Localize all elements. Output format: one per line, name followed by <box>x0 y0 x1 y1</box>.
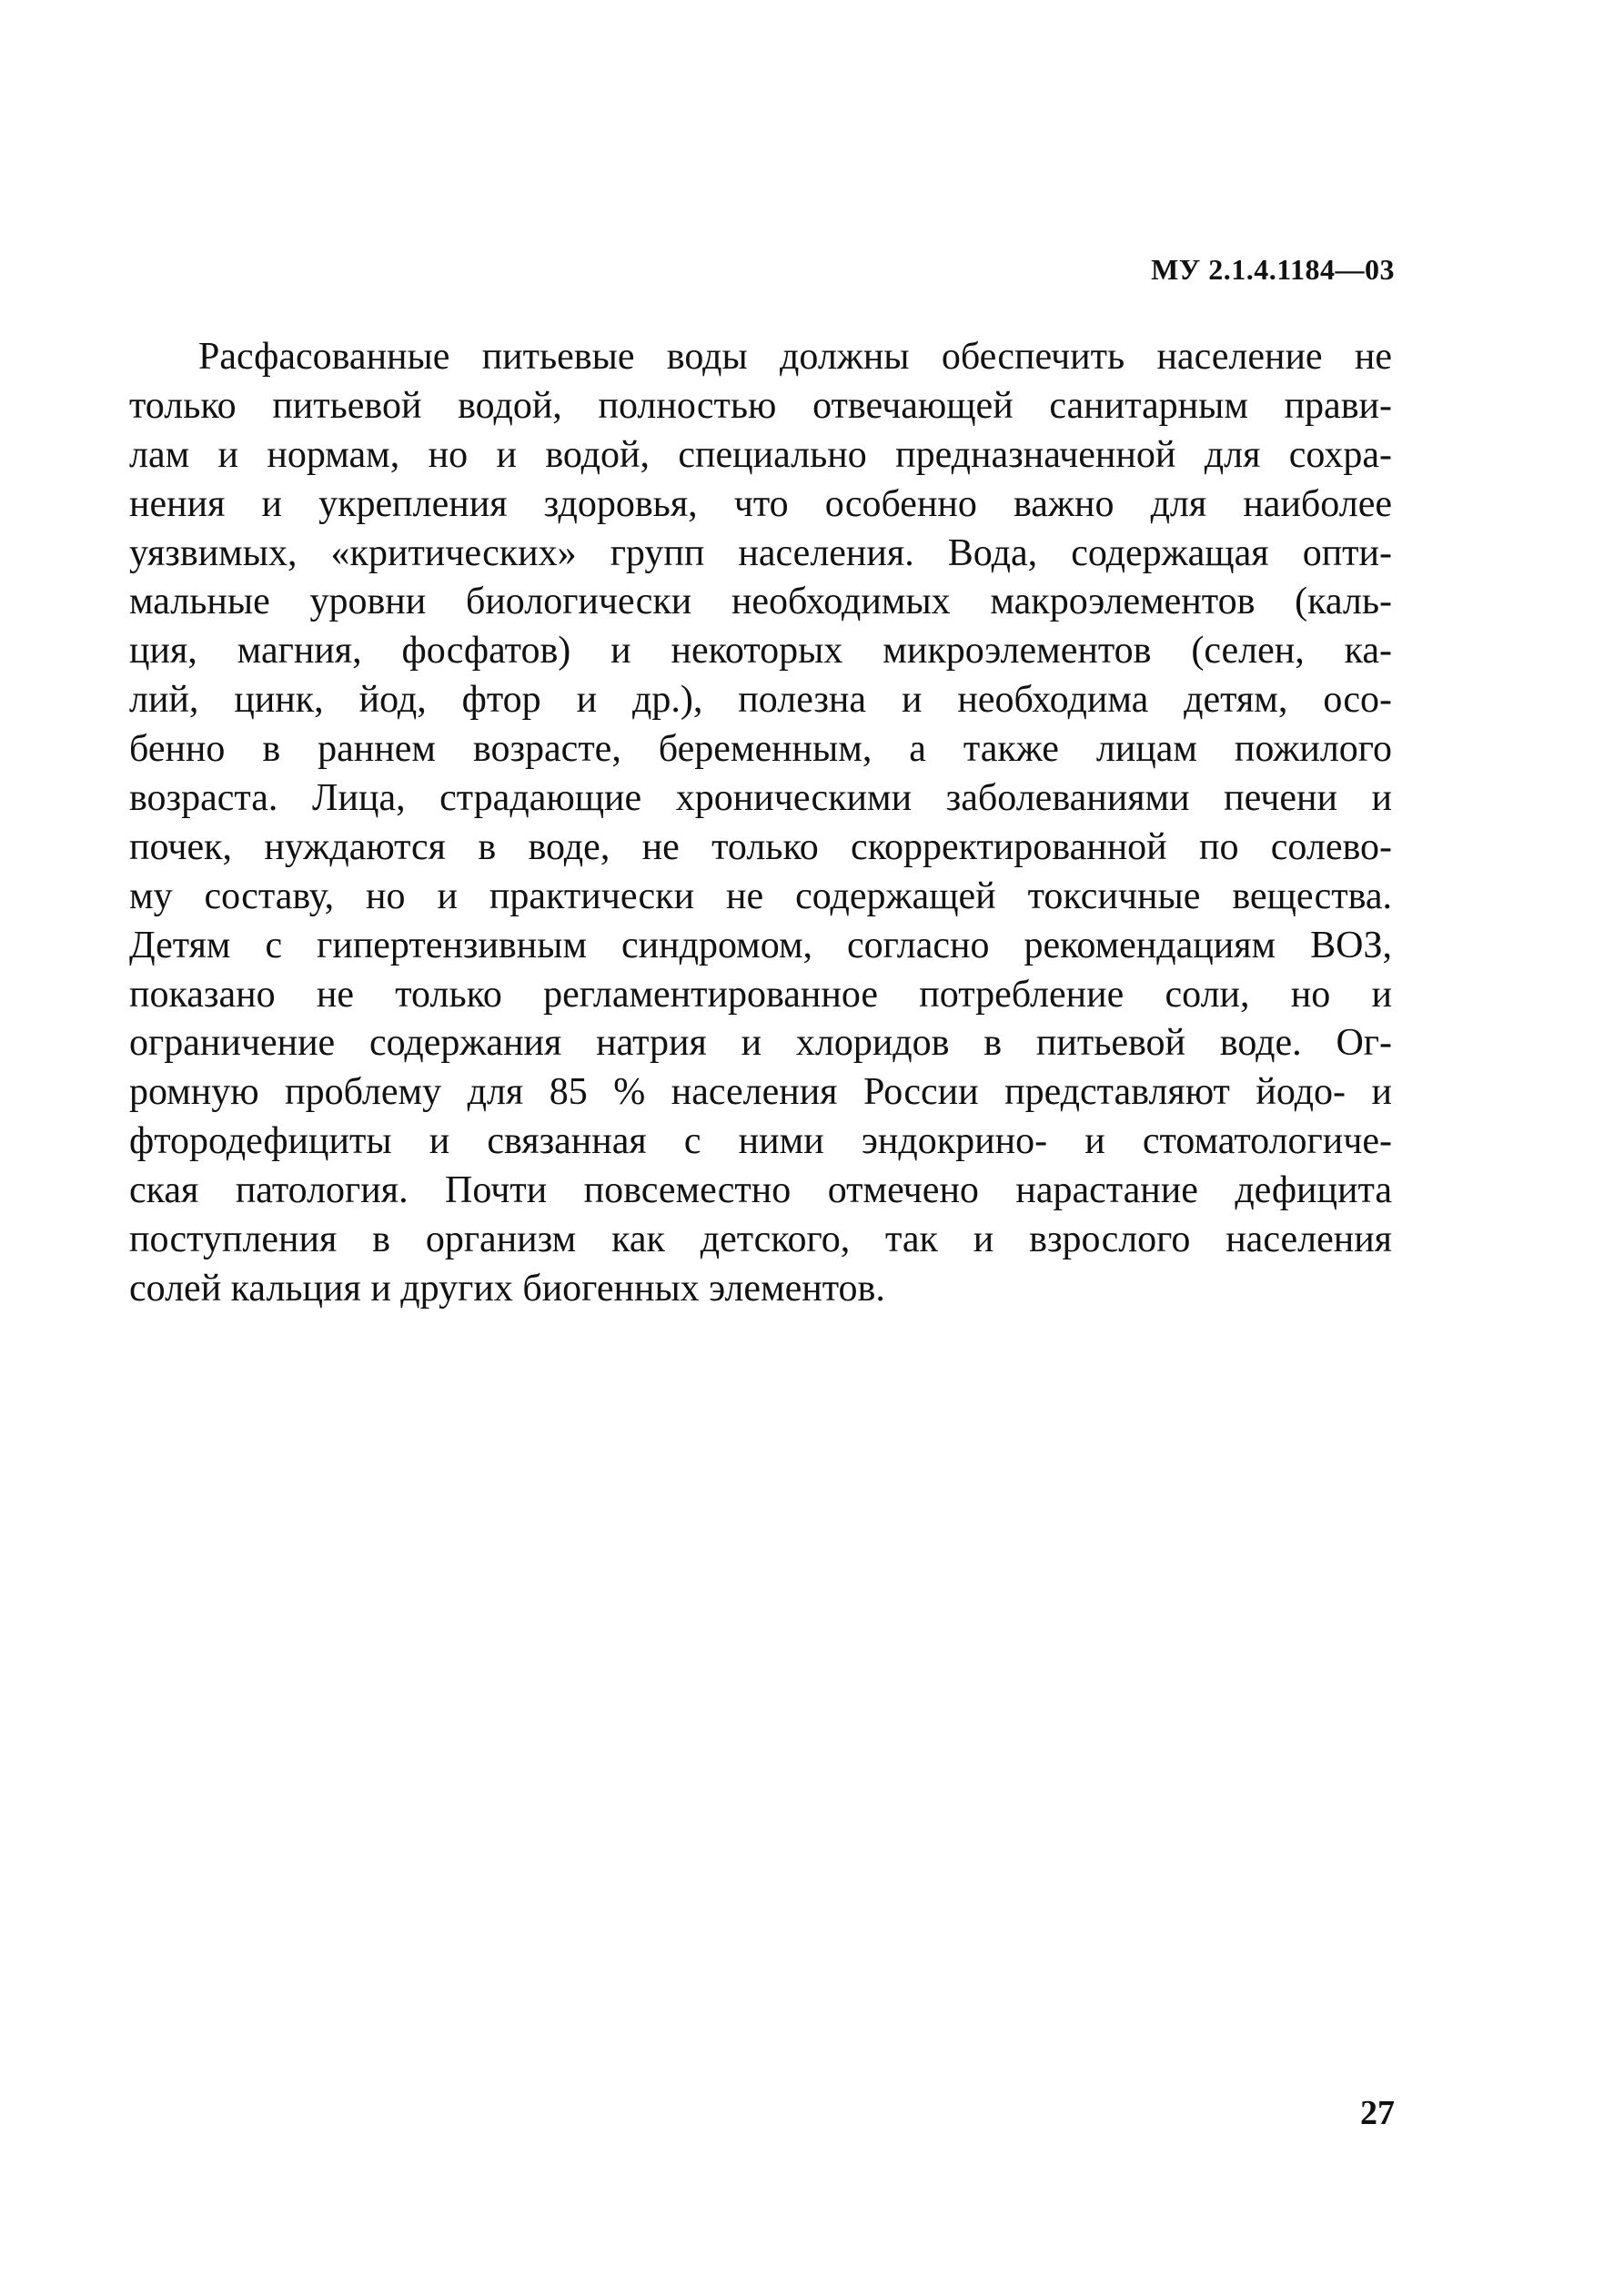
text-line: бенно в раннем возрасте, беременным, а также лицам пожилого <box>129 728 1392 771</box>
text-line: ция, магния, фосфатов) и некоторых микроэлементов (селен, ка- <box>129 630 1392 673</box>
page-number: 27 <box>1360 2094 1395 2132</box>
text-line: поступления в организм как детского, так и взрослого населения <box>129 1219 1392 1261</box>
text-line: солей кальция и других биогенных элементов. <box>129 1267 885 1310</box>
text-line: показано не только регламентированное потребление соли, но и <box>129 973 1392 1016</box>
text-line: ромную проблему для 85 % населения России представляют йодо- и <box>129 1071 1392 1114</box>
text-line: Расфасованные питьевые воды должны обеспечить население не <box>198 336 1392 378</box>
text-line: уязвимых, «критических» групп населения. Вода, содержащая опти- <box>129 531 1392 574</box>
text-line: лий, цинк, йод, фтор и др.), полезна и необходима детям, осо- <box>129 679 1392 722</box>
text-line: почек, нуждаются в воде, не только скорректированной по солево- <box>129 825 1392 868</box>
text-line: возраста. Лица, страдающие хроническими заболеваниями печени и <box>129 777 1392 820</box>
text-line: мальные уровни биологически необходимых макроэлементов (каль- <box>129 581 1392 623</box>
body-paragraph <box>129 333 1392 1314</box>
document-code: МУ 2.1.4.1184—03 <box>1151 253 1395 286</box>
text-line: фтородефициты и связанная с ними эндокрино- и стоматологиче- <box>129 1120 1392 1163</box>
text-line: ская патология. Почти повсеместно отмечено нарастание дефицита <box>129 1169 1392 1212</box>
text-line: лам и нормам, но и водой, специально предназначенной для сохра- <box>129 433 1392 476</box>
text-line: только питьевой водой, полностью отвечающей санитарным прави- <box>129 384 1392 427</box>
text-line: Детям с гипертензивным синдромом, согласно рекомендациям ВОЗ, <box>129 924 1392 966</box>
text-line: му составу, но и практически не содержащей токсичные вещества. <box>129 875 1392 917</box>
text-line: нения и укрепления здоровья, что особенно важно для наиболее <box>129 482 1392 525</box>
text-line: ограничение содержания натрия и хлоридов в питьевой воде. Ог- <box>129 1022 1392 1065</box>
